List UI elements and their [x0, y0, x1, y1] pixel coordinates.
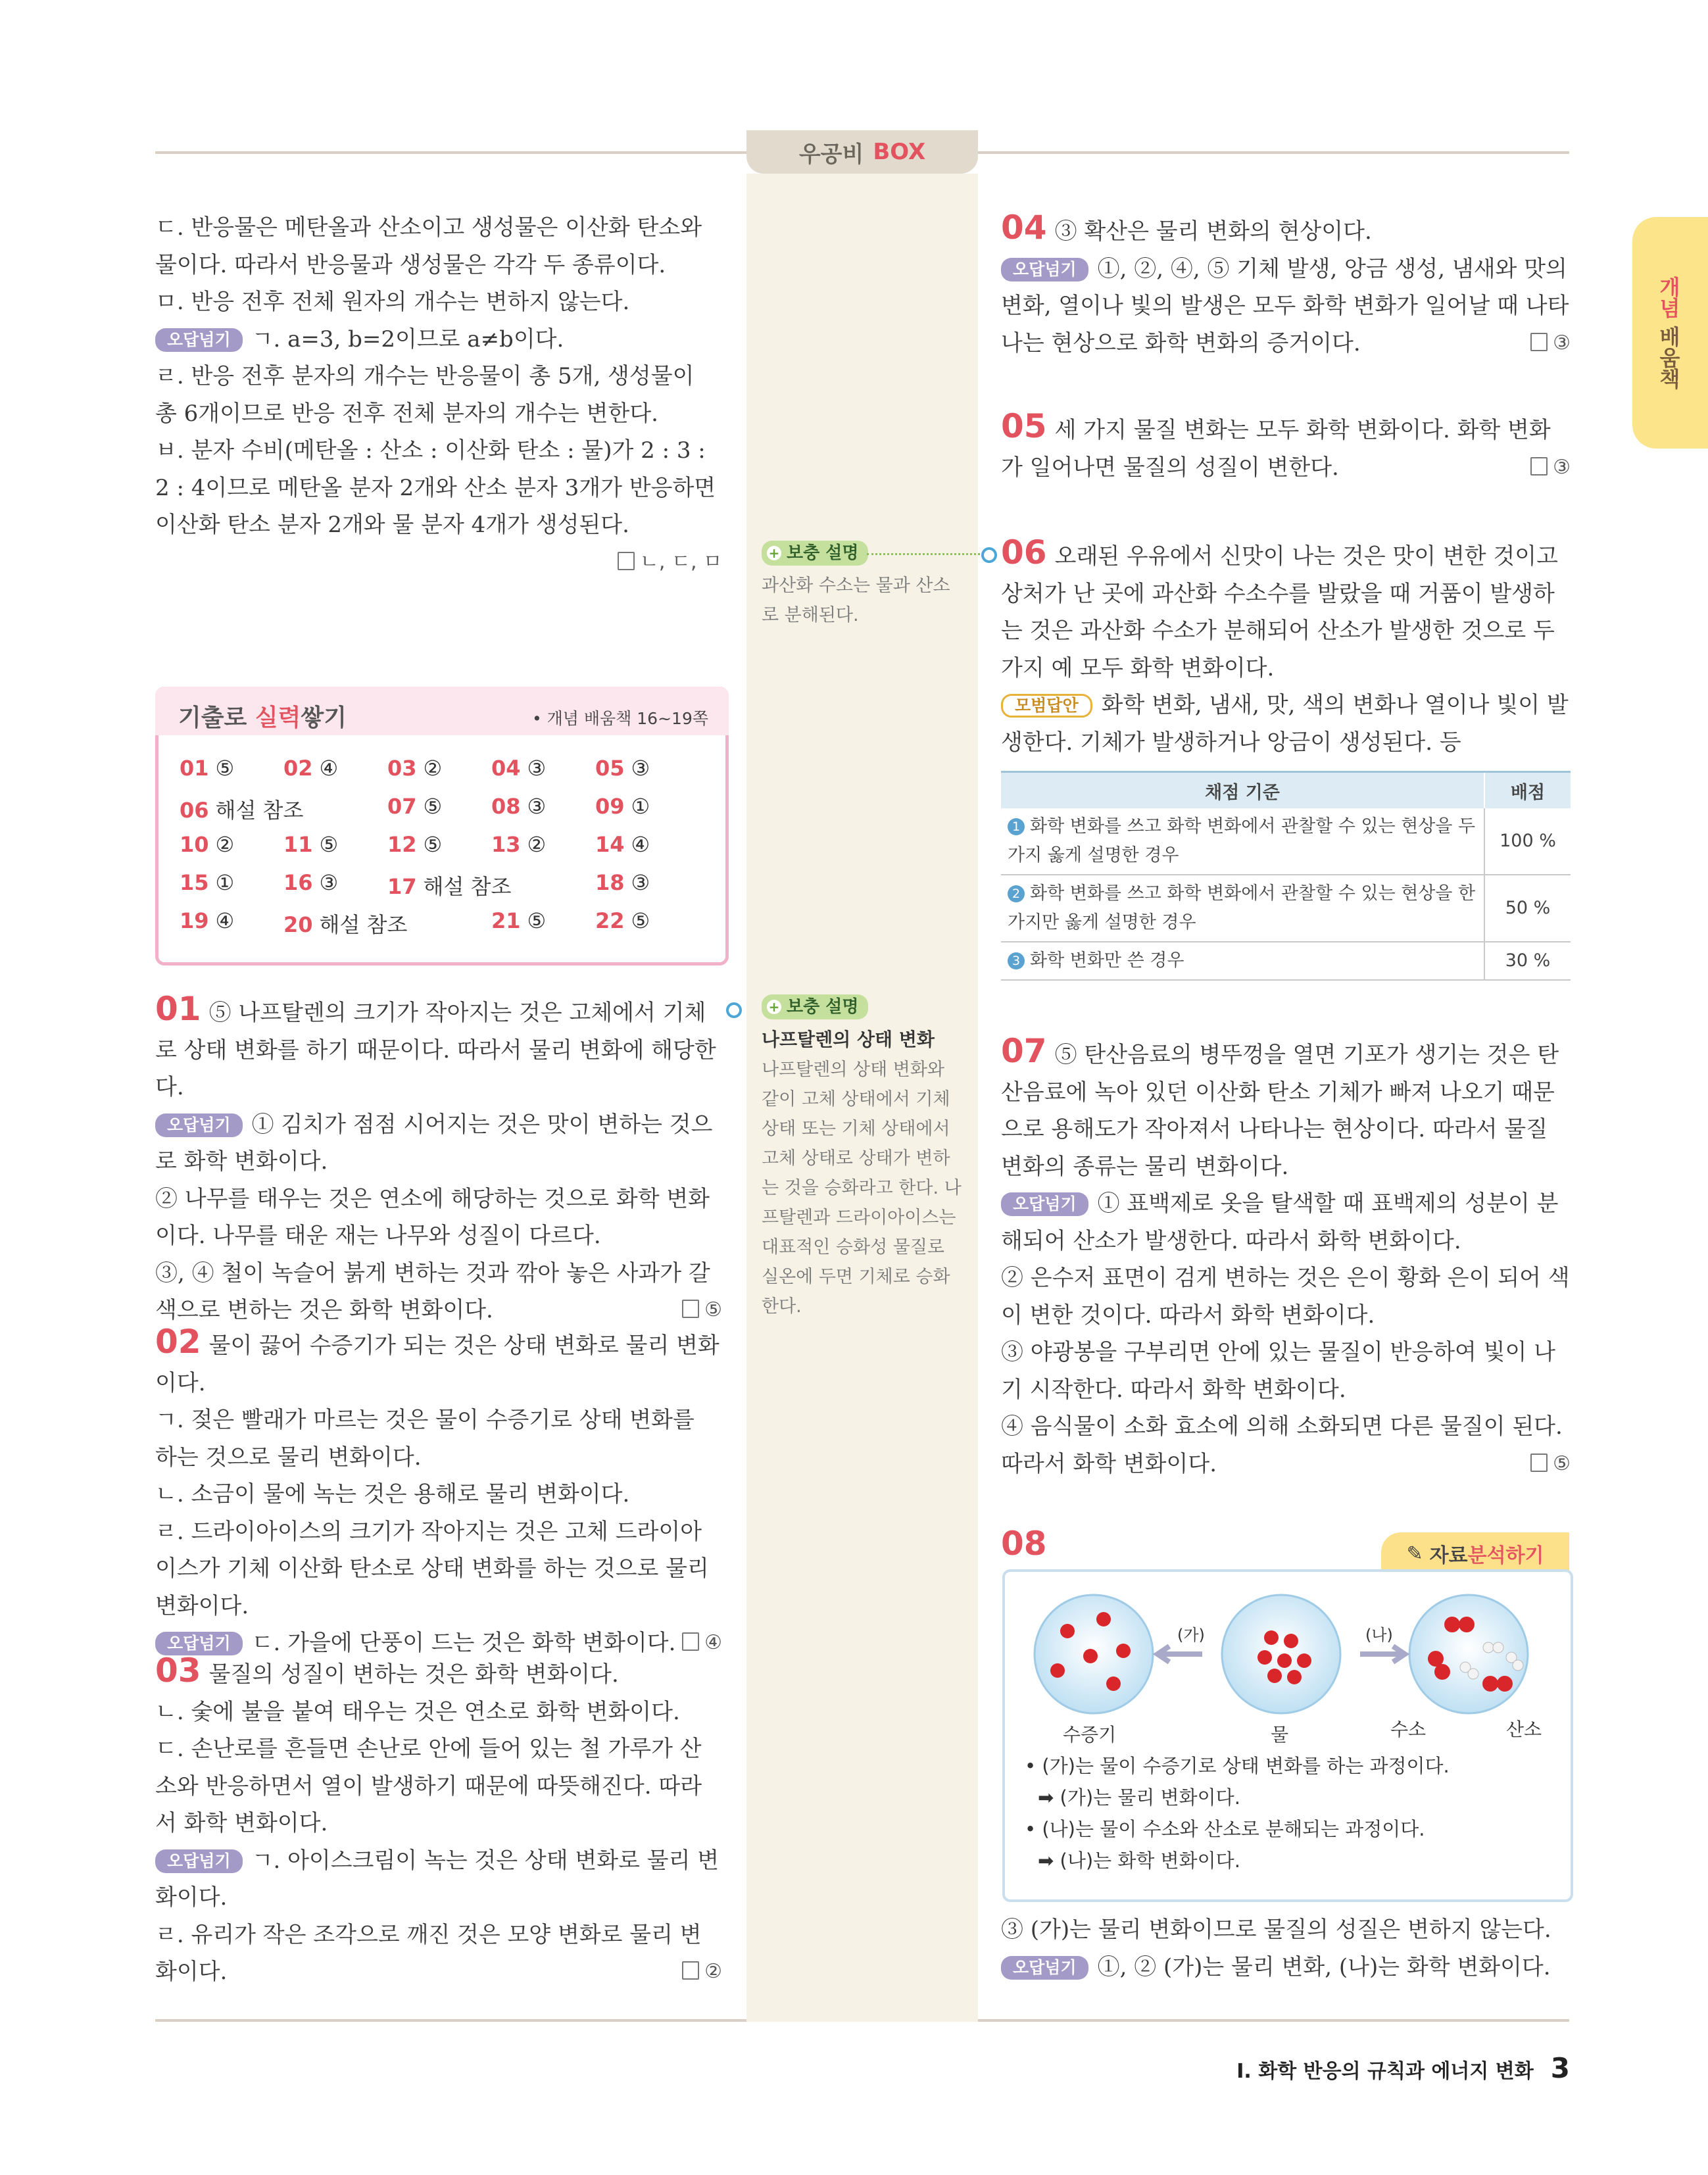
left-top-block	[155, 209, 722, 581]
answer-key-value: ②	[215, 832, 235, 857]
paragraph: ② 은수저 표면이 검게 변하는 것은 은이 황화 은이 되어 색이 변한 것이다. 따라서 화학 변화이다.	[1001, 1265, 1570, 1329]
header-points: 배점	[1484, 772, 1571, 809]
criteria-cell: 3 화학 변화만 쓴 경우	[1001, 942, 1484, 980]
points-cell: 30 %	[1484, 942, 1571, 980]
answer-key-number: 05	[595, 756, 625, 781]
water-label: 물	[1271, 1724, 1289, 1746]
answer: ⑤	[1530, 1446, 1571, 1483]
paragraph: 모범답안 화학 변화, 냄새, 맛, 색의 변화나 열이나 빛이 발생한다. 기체가 발생하거나 앙금이 생성된다. 등	[1001, 692, 1569, 756]
answer-key-value: 해설 참조	[215, 798, 304, 823]
answer-key-item	[491, 756, 546, 781]
answer-key-item	[180, 832, 234, 857]
paragraph: 오답넘기 ㄷ. 가을에 단풍이 드는 것은 화학 변화이다. ④	[155, 1625, 722, 1662]
paragraph: ㄹ. 유리가 작은 조각으로 깨진 것은 모양 변화로 물리 변화이다. ②	[155, 1917, 722, 1991]
answer-key-item	[595, 908, 650, 933]
note-badge: + 보충 설명	[762, 541, 868, 566]
paragraph: ㄷ. 손난로를 흔들면 손난로 안에 들어 있는 철 가루가 산소와 반응하면서 열이 발생하기 때문에 따뜻해진다. 따라서 화학 변화이다.	[155, 1736, 702, 1836]
answer-key-value: ⑤	[215, 756, 235, 781]
question-number: 08	[1001, 1525, 1047, 1563]
box-tab	[746, 130, 978, 174]
answer-key-number: 21	[491, 908, 521, 933]
bullet: • (나)는 물이 수소와 산소로 분해되는 과정이다.	[1025, 1818, 1425, 1840]
paragraph: 04 ③ 확산은 물리 변화의 현상이다.	[1001, 208, 1372, 247]
answer-key-number: 04	[491, 756, 521, 781]
answer-key-value: ⑤	[423, 832, 443, 857]
answer-key-item	[180, 756, 234, 781]
q05-block	[1001, 408, 1571, 486]
answer-key-item	[283, 756, 338, 781]
paragraph: 오답넘기 ①, ② (가)는 물리 변화, (나)는 화학 변화이다.	[1001, 1949, 1571, 1986]
note-connector-1	[867, 553, 992, 555]
answer-key-value: ④	[215, 908, 235, 933]
paragraph: ㄹ. 드라이아이스의 크기가 작아지는 것은 고체 드라이아이스가 기체 이산화 탄소로 상태 변화를 하는 것으로 물리 변화이다.	[155, 1518, 709, 1619]
answer-key-value: ③	[319, 870, 339, 895]
oxygen-label: 산소	[1506, 1719, 1542, 1740]
question-number: 01	[155, 990, 201, 1028]
answer-key-value: ⑤	[319, 832, 339, 857]
answer-key-number: 03	[387, 756, 417, 781]
paragraph: 05 세 가지 물질 변화는 모두 화학 변화이다. 화학 변화가 일어나면 물질의 성질이 변한다. ③	[1001, 408, 1571, 486]
header-criteria: 채점 기준	[1001, 772, 1484, 809]
answer-key-number: 18	[595, 870, 625, 895]
q08-block	[1001, 1911, 1571, 1986]
answer-key-value: ④	[319, 756, 339, 781]
answer-key-value: 해설 참조	[423, 874, 512, 899]
answer-key-number: 20	[283, 912, 313, 937]
answer-key-item	[387, 794, 442, 819]
arrow-left-icon	[1158, 1646, 1202, 1662]
paragraph: 오답넘기 ① 표백제로 옷을 탈색할 때 표백제의 성분이 분해되어 산소가 발생한다. 따라서 화학 변화이다.	[1001, 1190, 1559, 1254]
points-cell: 100 %	[1484, 808, 1571, 875]
answer-key-number: 02	[283, 756, 313, 781]
answer-key-number: 09	[595, 794, 625, 819]
question-number: 05	[1001, 407, 1047, 445]
answer-key-number: 19	[180, 908, 209, 933]
wrong-badge: 오답넘기	[155, 1632, 243, 1655]
answer-key-item	[180, 794, 303, 824]
answer: ③	[1530, 325, 1571, 362]
answer-key-item	[180, 908, 234, 933]
paragraph: ③, ④ 철이 녹슬어 붉게 변하는 것과 깎아 놓은 사과가 갈색으로 변하는 것은 화학 변화이다. ⑤	[155, 1255, 722, 1329]
q04-block	[1001, 209, 1571, 362]
q07-block	[1001, 1033, 1571, 1482]
table-header-row	[1001, 772, 1571, 809]
arrow-right-icon	[1360, 1646, 1405, 1662]
paragraph: 01 ⑤ 나프탈렌의 크기가 작아지는 것은 고체에서 기체로 상태 변화를 하기 때문이다. 따라서 물리 변화에 해당한다.	[155, 990, 716, 1100]
answer-key-value: ③	[631, 756, 650, 781]
box-tab-label: 우공비	[798, 141, 864, 168]
box-tab-brand: BOX	[873, 139, 926, 165]
ga-label: (가)	[1177, 1626, 1205, 1644]
answer-key-value: ②	[527, 832, 547, 857]
table-row	[1001, 942, 1571, 980]
paragraph: ㅂ. 분자 수비(메탄올 : 산소 : 이산화 탄소 : 물)가 2 : 3 : 2 : 4이므로 메탄올 분자 2개와 산소 분자 3개가 반응하면 이산화 탄소 분자 2개와 물 분자 4개가 생성된다. ㄴ, ㄷ, ㅁ	[155, 432, 722, 544]
answer: ㄴ, ㄷ, ㅁ	[618, 544, 722, 581]
skill-ref: • 개념 배움책 16~19쪽	[531, 709, 708, 728]
note-text: 나프탈렌의 상태 변화와 같이 고체 상태에서 기체 상태 또는 기체 상태에서 고체 상태로 상태가 변하는 것을 승화라고 한다. 나프탈렌과 드라이아이스는 대표적인 승화성 물질로 실온에 두면 기체로 승화한다.	[762, 1060, 962, 1317]
wrong-badge: 오답넘기	[1001, 1956, 1088, 1980]
answer-key-value: ①	[631, 794, 650, 819]
answer-key-item	[283, 832, 338, 857]
paragraph: ② 나무를 태우는 것은 연소에 해당하는 것으로 화학 변화이다. 나무를 태운 재는 나무와 성질이 다르다.	[155, 1185, 710, 1249]
q06-block	[1001, 534, 1571, 761]
answer-key-item	[595, 794, 650, 819]
answer-key-item	[595, 870, 650, 895]
answer-key-number: 12	[387, 832, 417, 857]
connector-dot-icon	[981, 547, 997, 563]
answer-key-item	[491, 908, 546, 933]
answer-icon	[682, 1300, 699, 1318]
paragraph: 오답넘기 ①, ②, ④, ⑤ 기체 발생, 앙금 생성, 냄새와 맛의 변화, 열이나 빛의 발생은 모두 화학 변화가 일어날 때 나타나는 현상으로 화학 변화의 증거이다. ③	[1001, 251, 1571, 362]
scoring-table	[1001, 771, 1571, 981]
answer-icon	[682, 1632, 699, 1651]
number-circle-icon: 2	[1008, 885, 1025, 902]
paragraph: ㅁ. 반응 전후 전체 원자의 개수는 변하지 않는다.	[155, 289, 630, 315]
paragraph: 02 물이 끓어 수증기가 되는 것은 상태 변화로 물리 변화이다.	[155, 1323, 720, 1396]
answer-key-item	[595, 756, 650, 781]
side-index-tab[interactable]	[1632, 217, 1708, 449]
answer-icon	[618, 552, 635, 570]
wrong-badge: 오답넘기	[155, 1849, 243, 1873]
number-circle-icon: 3	[1008, 952, 1025, 969]
answer-key-number: 07	[387, 794, 417, 819]
paragraph: ③ 야광봉을 구부리면 안에 있는 물질이 반응하여 빛이 나기 시작한다. 따라서 화학 변화이다.	[1001, 1339, 1556, 1403]
table-row	[1001, 875, 1571, 942]
answer-key-value: ③	[527, 794, 547, 819]
answer-key-value: ②	[423, 756, 443, 781]
answer-key-number: 08	[491, 794, 521, 819]
note-title: 나프탈렌의 상태 변화	[762, 1029, 935, 1050]
wrong-badge: 오답넘기	[1001, 258, 1088, 281]
note-2	[762, 994, 967, 1321]
answer-icon	[1530, 333, 1548, 351]
plus-icon: +	[767, 1000, 781, 1014]
q01-block	[155, 990, 722, 1329]
molecule-diagram	[1005, 1585, 1571, 1743]
clip-icon: ✎	[1406, 1542, 1423, 1565]
answer: ④	[682, 1625, 722, 1662]
bullet: • (가)는 물이 수증기로 상태 변화를 하는 과정이다.	[1025, 1755, 1450, 1777]
na-label: (나)	[1365, 1626, 1393, 1644]
answer-key-number: 06	[180, 798, 209, 823]
answer: ②	[682, 1953, 722, 1991]
paragraph: ④ 음식물이 소화 효소에 의해 소화되면 다른 물질이 된다. 따라서 화학 변화이다. ⑤	[1001, 1408, 1571, 1482]
footer	[1236, 2052, 1570, 2084]
answer-key-number: 22	[595, 908, 625, 933]
question-number: 03	[155, 1651, 201, 1690]
bullet: ➡ (나)는 화학 변화이다.	[1038, 1849, 1240, 1872]
answer-key-value: ④	[631, 832, 650, 857]
answer-key-number: 11	[283, 832, 313, 857]
connector-dot-icon	[726, 1002, 742, 1018]
answer-key-number: 10	[180, 832, 209, 857]
page-number: 3	[1550, 2052, 1570, 2084]
paragraph: 03 물질의 성질이 변하는 것은 화학 변화이다.	[155, 1651, 619, 1690]
question-number: 06	[1001, 533, 1047, 572]
skill-box	[155, 687, 729, 965]
answer-key-value: ⑤	[423, 794, 443, 819]
answer-key-value: 해설 참조	[319, 912, 408, 937]
hydrogen-label: 수소	[1390, 1719, 1427, 1740]
plus-icon: +	[767, 546, 781, 560]
answer-key-value: ①	[215, 870, 235, 895]
paragraph: ㄱ. 젖은 빨래가 마르는 것은 물이 수증기로 상태 변화를 하는 것으로 물리 변화이다.	[155, 1407, 695, 1471]
data-box	[1002, 1569, 1573, 1902]
answer-key-item	[283, 908, 407, 939]
answer-key-value: ③	[631, 870, 650, 895]
answer-key-item	[387, 832, 442, 857]
points-cell: 50 %	[1484, 875, 1571, 942]
answer: ⑤	[682, 1292, 722, 1329]
answer-key-number: 13	[491, 832, 521, 857]
paragraph: 오답넘기 ㄱ. 아이스크림이 녹는 것은 상태 변화로 물리 변화이다.	[155, 1847, 720, 1911]
q02-block	[155, 1323, 722, 1662]
data-analysis-tag: ✎ 자료 분석하기	[1381, 1532, 1569, 1575]
answer-key-item	[491, 794, 546, 819]
answer-key-item	[180, 870, 234, 895]
paragraph: 오답넘기 ① 김치가 점점 시어지는 것은 맛이 변하는 것으로 화학 변화이다.	[155, 1111, 713, 1175]
table-row	[1001, 808, 1571, 875]
wrong-badge: 오답넘기	[155, 1113, 243, 1137]
skill-title: 기출로 실력쌓기	[178, 704, 347, 731]
question-number: 07	[1001, 1032, 1047, 1070]
answer-key-item	[595, 832, 650, 857]
answer-key-item	[387, 756, 442, 781]
criteria-cell: 1 화학 변화를 쓰고 화학 변화에서 관찰할 수 있는 현상을 두 가지 옳게 설명한 경우	[1001, 808, 1484, 875]
answer-key-number: 17	[387, 874, 417, 899]
answer-key-item	[387, 870, 511, 900]
answer-key-item	[283, 870, 338, 895]
answer-key-number: 15	[180, 870, 209, 895]
answer-key-value: ⑤	[527, 908, 547, 933]
q03-block	[155, 1652, 722, 1991]
number-circle-icon: 1	[1008, 818, 1025, 835]
answer-key-item	[491, 832, 546, 857]
note-badge: + 보충 설명	[762, 994, 868, 1019]
criteria-cell: 2 화학 변화를 쓰고 화학 변화에서 관찰할 수 있는 현상을 한 가지만 옳게 설명한 경우	[1001, 875, 1484, 942]
paragraph: ㄷ. 반응물은 메탄올과 산소이고 생성물은 이산화 탄소와 물이다. 따라서 반응물과 생성물은 각각 두 종류이다.	[155, 214, 702, 278]
answer-key-value: ⑤	[631, 908, 650, 933]
paragraph: 오답넘기 ㄱ. a=3, b=2이므로 a≠b이다.	[155, 321, 722, 358]
note-text: 과산화 수소는 물과 산소로 분해된다.	[762, 575, 950, 625]
water-circle	[1222, 1595, 1340, 1713]
vapor-label: 수증기	[1063, 1724, 1117, 1746]
question-number: 04	[1001, 208, 1047, 247]
answer-key-value: ③	[527, 756, 547, 781]
wrong-badge: 오답넘기	[155, 328, 243, 352]
paragraph: ㄹ. 반응 전후 분자의 개수는 반응물이 총 5개, 생성물이 총 6개이므로 반응 전후 전체 분자의 개수는 변한다.	[155, 363, 695, 427]
answer-key-number: 16	[283, 870, 313, 895]
paragraph: 07 ⑤ 탄산음료의 병뚜껑을 열면 기포가 생기는 것은 탄산음료에 녹아 있던 이산화 탄소 기체가 빠져 나오기 때문으로 용해도가 작아져서 나타나는 현상이다. 따라서 물질 변화의 종류는 물리 변화이다.	[1001, 1032, 1559, 1180]
answer-icon	[1530, 457, 1548, 476]
answer: ③	[1530, 449, 1571, 487]
chapter-title: Ⅰ. 화학 반응의 규칙과 에너지 변화	[1236, 2060, 1534, 2083]
answer-icon	[1530, 1454, 1548, 1472]
paragraph: ③ (가)는 물리 변화이므로 물질의 성질은 변하지 않는다.	[1001, 1917, 1551, 1943]
answer-icon	[682, 1961, 699, 1980]
question-number: 02	[155, 1323, 201, 1361]
paragraph: ㄴ. 소금이 물에 녹는 것은 용해로 물리 변화이다.	[155, 1481, 630, 1507]
paragraph: ㄴ. 숯에 불을 붙여 태우는 것은 연소로 화학 변화이다.	[155, 1698, 680, 1725]
wrong-badge: 오답넘기	[1001, 1192, 1088, 1216]
model-answer-badge: 모범답안	[1001, 694, 1092, 718]
bullet: ➡ (가)는 물리 변화이다.	[1038, 1786, 1240, 1809]
paragraph: 06 오래된 우유에서 신맛이 나는 것은 맛이 변한 것이고 상처가 난 곳에 과산화 수소수를 발랐을 때 거품이 발생하는 것은 과산화 수소가 분해되어 산소가 발생한 것으로 두 가지 예 모두 화학 변화이다.	[1001, 533, 1558, 681]
answer-key-number: 01	[180, 756, 209, 781]
answer-key-number: 14	[595, 832, 625, 857]
side-tab-label: 개념 배움책	[1656, 276, 1681, 389]
